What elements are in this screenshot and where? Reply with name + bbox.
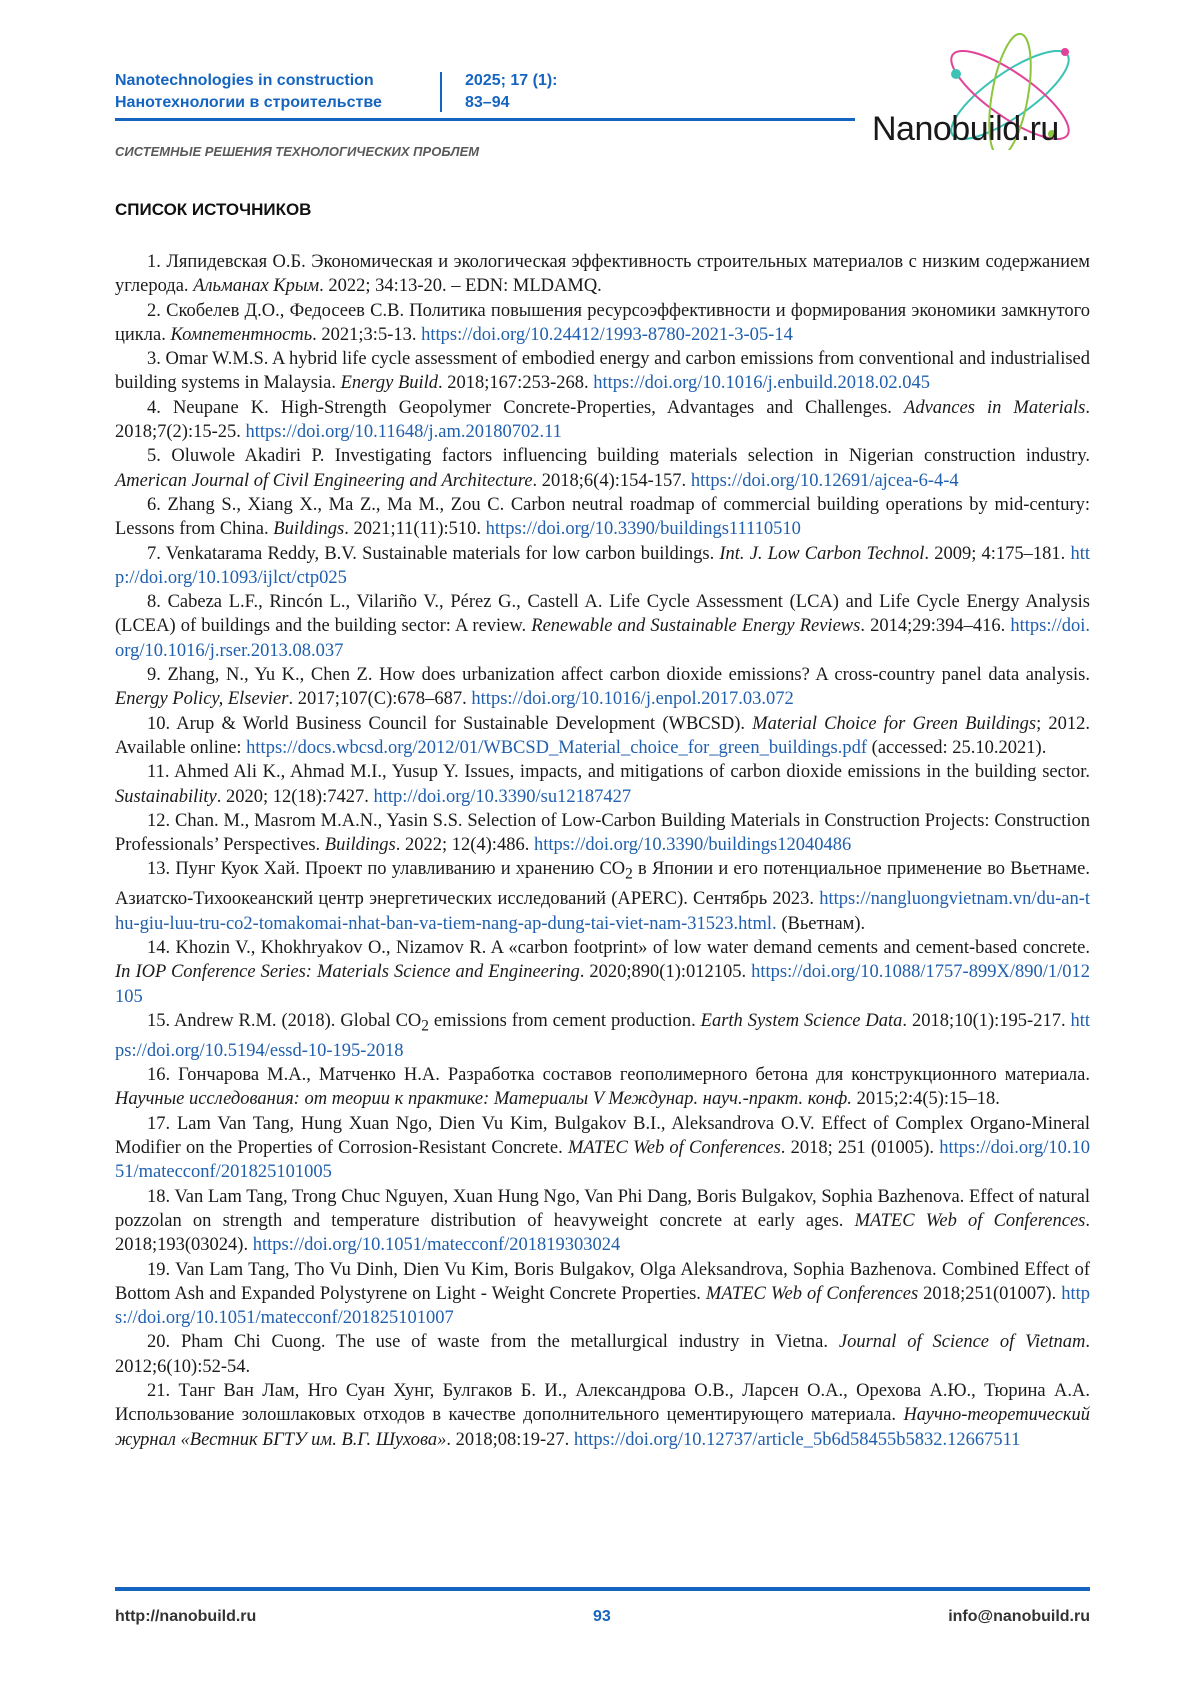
reference-journal: Научные исследования: от теории к практике: Материалы V Междунар. науч.-практ. конф. [115, 1089, 852, 1110]
logo-text: Nanobuild.ru [872, 110, 1059, 148]
reference-details: . 2018;08:19-27. [446, 1429, 574, 1450]
reference-item [115, 712, 1090, 761]
subscript: 2 [625, 866, 633, 884]
reference-text: 20. Pham Chi Cuong. The use of waste from the metallurgical industry in Vietna. [147, 1332, 839, 1353]
reference-item [115, 809, 1090, 858]
reference-text: 14. Khozin V., Khokhryakov O., Nizamov R. A «carbon footprint» of low water demand cements and cement-based concrete. [147, 938, 1090, 958]
reference-journal: Renewable and Sustainable Energy Reviews [531, 616, 861, 637]
reference-details: . 2012;6(10):52-54. [115, 1332, 1090, 1377]
reference-text: 8. Cabeza L.F., Rincón L., Vilariño V., Pérez G., Castell A. Life Cycle Assessment (LCA) and Life Cycle Energy Analysis (LCEA) of buildings and the building sector: A review. [115, 592, 1090, 637]
reference-text: 12. Chan. M., Masrom M.A.N., Yasin S.S. Selection of Low-Carbon Building Materials in Construction Projects: Construction Professionals’ Perspectives. [115, 810, 1090, 856]
reference-item [115, 396, 1090, 445]
reference-journal: Energy Policy, Elsevier [115, 689, 289, 710]
reference-details: . 2018;10(1):195-217. [902, 1010, 1071, 1031]
reference-journal: Научно-теоретический журнал «Вестник БГТУ им. В.Г. Шухова» [115, 1405, 1090, 1450]
reference-link[interactable]: https://doi.org/10.1088/1757-899X/890/1/012105 [115, 962, 1090, 1007]
reference-item [115, 250, 1090, 299]
reference-journal: Material Choice for Green Buildings [752, 713, 1037, 734]
reference-item [115, 444, 1090, 493]
reference-link[interactable]: https://doi.org/10.3390/buildings11110510 [485, 519, 801, 540]
reference-details: . 2018;167:253-268. [438, 373, 594, 394]
reference-item [115, 542, 1090, 591]
reference-item [115, 663, 1090, 712]
footer-url[interactable]: http://nanobuild.ru [115, 1608, 257, 1625]
reference-link[interactable]: https://doi.org/10.1016/j.rser.2013.08.037 [115, 616, 1091, 661]
reference-text: 13. Пунг Куок Хай. Проект по улавливанию и хранению CO [147, 859, 626, 880]
reference-details: . 2022; 12(4):486. [395, 835, 534, 856]
reference-text: 17. Lam Van Tang, Hung Xuan Ngo, Dien Vu Kim, Bulgakov B.I., Aleksandrova O.V. Effect of Complex Organo-Mineral Modifier on the Properties of Corrosion-Resistant Concrete. [115, 1113, 1090, 1159]
reference-journal: Int. J. Low Carbon Technol [719, 543, 925, 564]
reference-details: . 2021;11(11):510. [344, 519, 486, 540]
reference-link[interactable]: https://nangluongvietnam.vn/du-an-thu-giu-luu-tru-co2-tomakomai-nhat-ban-va-tiem-nang-ap-dung-tai-viet-nam-31523.html. [115, 889, 1090, 934]
reference-text: 9. Zhang, N., Yu K., Chen Z. How does urbanization affect carbon dioxide emissions? A cross-country panel data analysis. [147, 665, 1090, 686]
reference-text: 1. Ляпидевская О.Б. Экономическая и экологическая эффективность строительных материалов с низким содержанием углерода. [115, 252, 1090, 297]
reference-details: . 2021;3:5-13. [312, 324, 422, 345]
issue-pages: 83–94 [465, 94, 510, 111]
reference-link[interactable]: https://docs.wbcsd.org/2012/01/WBCSD_Material_choice_for_green_buildings.pdf [246, 737, 868, 758]
reference-item [115, 1258, 1090, 1331]
reference-text: 7. Venkatarama Reddy, B.V. Sustainable materials for low carbon buildings. [147, 543, 720, 564]
reference-details: 2018;251(01007). [918, 1283, 1062, 1304]
reference-journal: Earth System Science Data [700, 1010, 903, 1031]
reference-item [115, 760, 1090, 809]
reference-link[interactable]: https://doi.org/10.3390/buildings12040486 [533, 835, 852, 856]
reference-item [115, 936, 1090, 1009]
reference-item [115, 299, 1090, 348]
reference-item [115, 1112, 1090, 1185]
reference-text: 19. Van Lam Tang, Tho Vu Dinh, Dien Vu Kim, Boris Bulgakov, Olga Aleksandrova, Sophia Bazhenova. Combined Effect of Bottom Ash and Expanded Polystyrene on Light - Weight Concrete Properties. [115, 1259, 1090, 1304]
reference-text: 5. Oluwole Akadiri P. Investigating factors influencing building materials selection in Nigerian construction industry. [147, 446, 1090, 467]
reference-journal: Energy Build [340, 373, 439, 394]
header-rule [115, 118, 855, 121]
reference-item [115, 1185, 1090, 1258]
reference-details: . 2018;7(2):15-25. [115, 397, 1090, 443]
reference-tail: (Вьетнам). [776, 913, 866, 934]
reference-details: 2015;2:4(5):15–18. [851, 1089, 1000, 1110]
reference-text: 21. Танг Ван Лам, Нго Суан Хунг, Булгаков Б. И., Александрова О.В., Ларсен О.А., Орехова А.Ю., Тюрина А.А. Использование золошлаковых отходов в качестве дополнительного цементирующего материала. [115, 1381, 1090, 1426]
reference-tail: (accessed: 25.10.2021). [867, 737, 1047, 758]
reference-item [115, 1009, 1090, 1063]
reference-journal: MATEC Web of Conferences [705, 1283, 919, 1304]
section-label: СИСТЕМНЫЕ РЕШЕНИЯ ТЕХНОЛОГИЧЕСКИХ ПРОБЛЕМ [115, 144, 480, 159]
reference-text: 10. Arup & World Business Council for Sustainable Development (WBCSD). [147, 713, 753, 734]
reference-details: ; 2012. Available online: [115, 713, 1091, 758]
reference-link[interactable]: https://doi.org/10.5194/essd-10-195-2018 [115, 1010, 1091, 1061]
reference-item [115, 1330, 1090, 1379]
nanobuild-logo [860, 30, 1100, 150]
reference-link[interactable]: https://doi.org/10.12737/article_5b6d58455b5832.12667511 [573, 1429, 1021, 1450]
issue-info [465, 70, 558, 114]
reference-link[interactable]: https://doi.org/10.24412/1993-8780-2021-3-05-14 [421, 324, 793, 345]
reference-link[interactable]: https://doi.org/10.1051/matecconf/201825101007 [115, 1283, 1090, 1329]
reference-item [115, 1063, 1090, 1112]
reference-text: 18. Van Lam Tang, Trong Chuc Nguyen, Xuan Hung Ngo, Van Phi Dang, Boris Bulgakov, Sophia Bazhenova. Effect of natural pozzolan on strength and temperature distribution of heavyweight concrete at early ages. [115, 1186, 1090, 1231]
reference-details: . 2017;107(C):678–687. [288, 689, 472, 710]
reference-details: . 2018;6(4):154-157. [532, 470, 691, 491]
reference-journal: MATEC Web of Conferences [854, 1210, 1086, 1231]
reference-journal: Buildings [324, 835, 396, 856]
reference-journal: Компетентность [170, 324, 313, 345]
reference-item [115, 590, 1090, 663]
footer-email[interactable]: info@nanobuild.ru [948, 1608, 1090, 1625]
reference-details: . 2022; 34:13-20. – EDN: MLDAMQ. [319, 276, 602, 297]
references-heading: СПИСОК ИСТОЧНИКОВ [115, 200, 312, 219]
reference-journal: Альманах Крым [193, 276, 320, 297]
reference-link[interactable]: http://doi.org/10.3390/su12187427 [373, 786, 632, 807]
reference-item [115, 1379, 1090, 1452]
reference-details: . 2009; 4:175–181. [924, 543, 1071, 564]
reference-link[interactable]: https://doi.org/10.1016/j.enpol.2017.03.072 [471, 689, 794, 710]
reference-journal: Sustainability [115, 786, 217, 807]
reference-link[interactable]: https://doi.org/10.1016/j.enbuild.2018.02.045 [593, 373, 931, 394]
reference-text: 3. Omar W.M.S. A hybrid life cycle assessment of embodied energy and carbon emissions from conventional and industrialised building systems in Malaysia. [115, 349, 1090, 394]
reference-text: 16. Гончарова М.А., Матченко Н.А. Разработка составов геополимерного бетона для конструкционного материала. [147, 1065, 1090, 1086]
reference-journal: American Journal of Civil Engineering and Architecture [115, 470, 533, 491]
reference-journal: Journal of Science of Vietnam [838, 1332, 1086, 1353]
reference-list [115, 250, 1090, 1452]
reference-details: . 2018;193(03024). [115, 1210, 1090, 1256]
reference-text: 4. Neupane K. High-Strength Geopolymer Concrete-Properties, Advantages and Challenges. [147, 397, 905, 418]
reference-text: 11. Ahmed Ali K., Ahmad M.I., Yusup Y. Issues, impacts, and mitigations of carbon dioxide emissions in the building sector. [147, 762, 1090, 783]
subscript: 2 [421, 1017, 429, 1035]
journal-title [115, 70, 382, 114]
footer-rule [115, 1587, 1090, 1591]
reference-journal: In IOP Conference Series: Materials Science and Engineering [115, 962, 580, 983]
reference-text: в Японии и его потенциальное применение во Вьетнаме. Азиатско-Тихоокеанский центр энергетических исследований (APERC). Сентябрь 2023. [115, 859, 1090, 910]
reference-link[interactable]: https://doi.org/10.1051/matecconf/201819303024 [252, 1235, 621, 1256]
reference-details: . 2020;890(1):012105. [579, 962, 752, 983]
reference-link[interactable]: https://doi.org/10.1051/matecconf/201825101005 [115, 1138, 1090, 1183]
journal-title-en: Nanotechnologies in construction [115, 72, 374, 89]
reference-text: 6. Zhang S., Xiang X., Ma Z., Ma M., Zou C. Carbon neutral roadmap of commercial building operations by mid-century: Lessons from China. [115, 494, 1090, 540]
reference-details: . 2020; 12(18):7427. [216, 786, 374, 807]
reference-details: . 2014;29:394–416. [860, 616, 1011, 637]
page-number: 93 [593, 1608, 611, 1625]
reference-text: 2. Скобелев Д.О., Федосеев С.В. Политика повышения ресурсоэффективности и формирования экономики замкнутого цикла. [115, 300, 1090, 345]
reference-link[interactable]: https://doi.org/10.12691/ajcea-6-4-4 [690, 470, 959, 491]
reference-journal: Advances in Materials [904, 397, 1086, 418]
header-divider [440, 72, 442, 112]
reference-item [115, 493, 1090, 542]
reference-details: . 2018; 251 (01005). [780, 1138, 940, 1159]
reference-link[interactable]: https://doi.org/10.11648/j.am.20180702.11 [245, 422, 562, 443]
reference-link[interactable]: http://doi.org/10.1093/ijlct/ctp025 [115, 543, 1090, 588]
reference-journal: Buildings [273, 519, 345, 540]
reference-text: emissions from cement production. [428, 1010, 701, 1031]
reference-journal: MATEC Web of Conferences [567, 1138, 781, 1159]
journal-title-ru: Нанотехнологии в строительстве [115, 94, 382, 111]
reference-item [115, 347, 1090, 396]
reference-text: 15. Andrew R.M. (2018). Global CO [147, 1010, 422, 1031]
issue-number: 2025; 17 (1): [465, 72, 558, 89]
reference-item [115, 857, 1090, 936]
